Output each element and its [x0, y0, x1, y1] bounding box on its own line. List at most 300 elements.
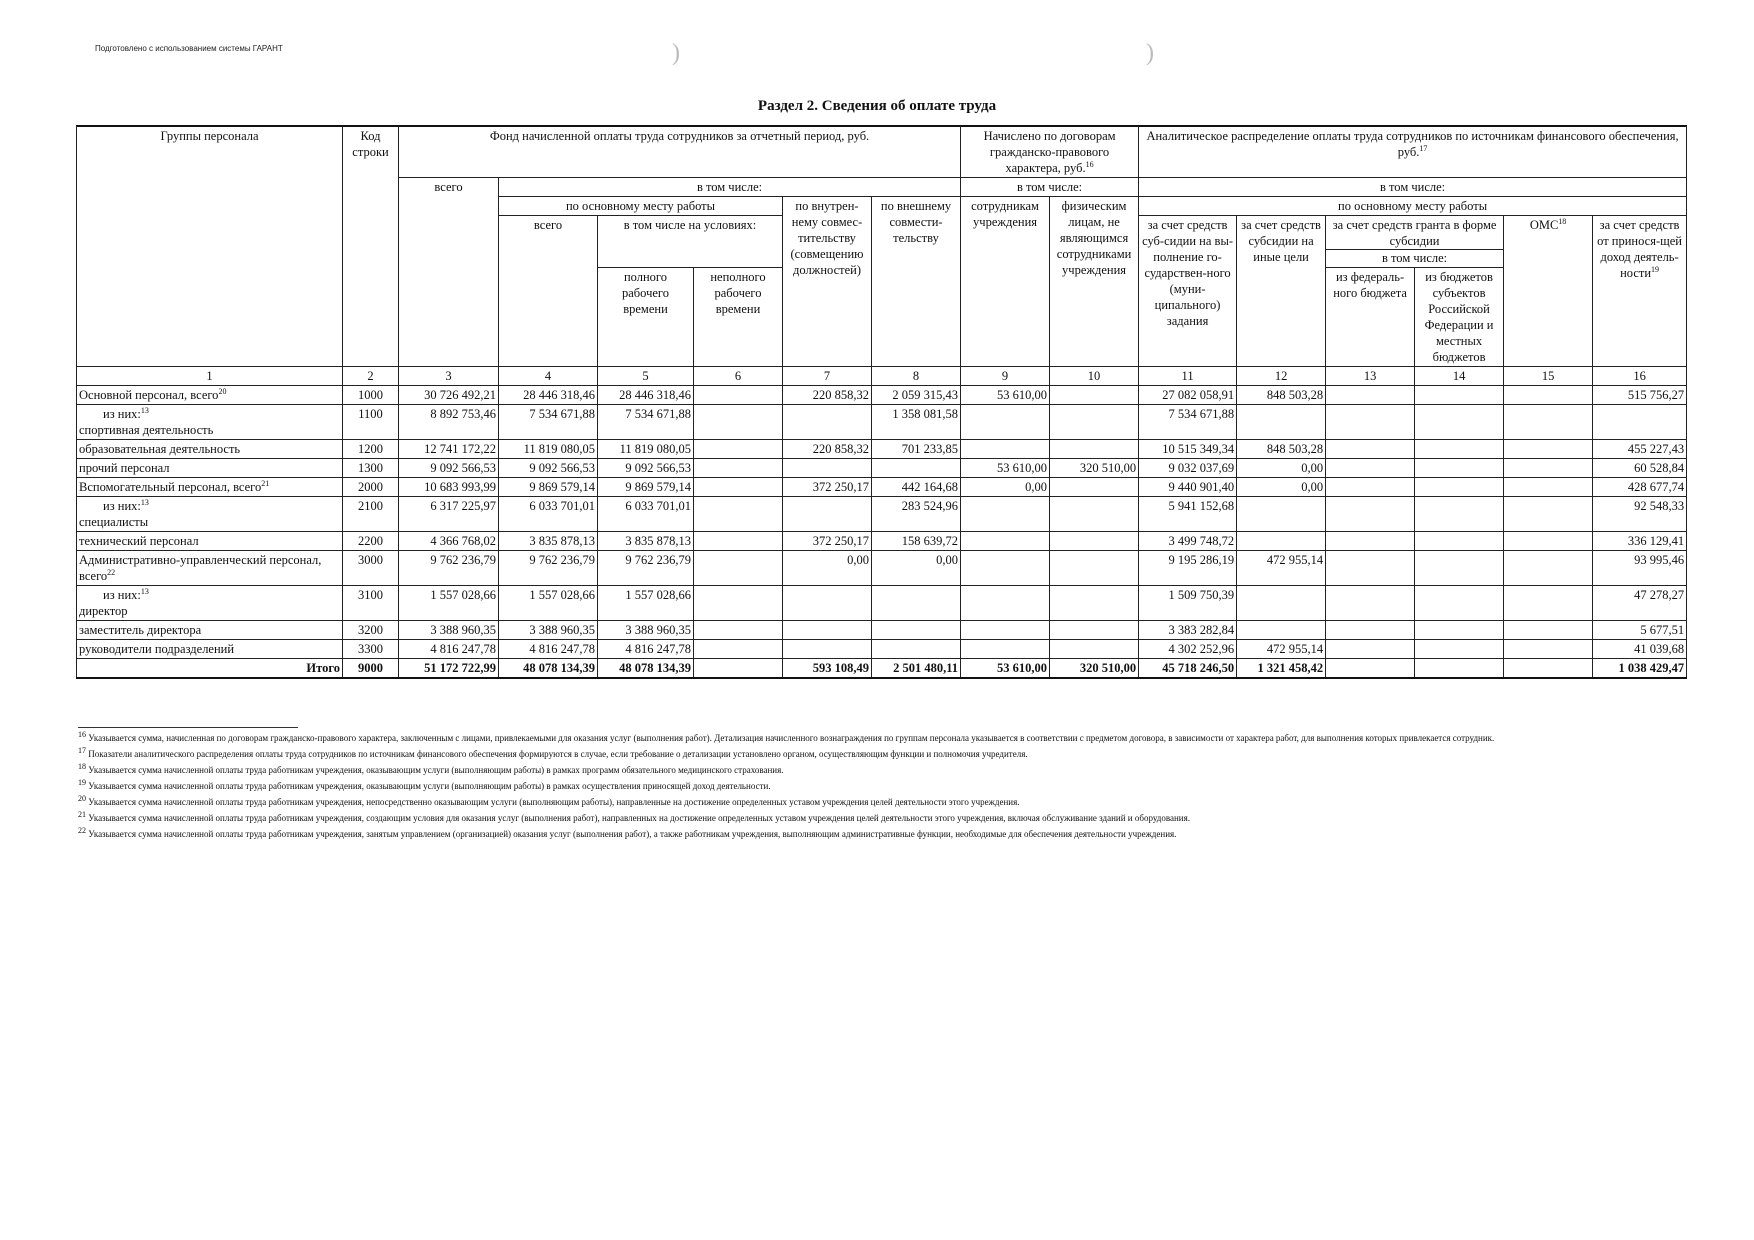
column-number: 16 — [1593, 367, 1687, 386]
cell-value: 27 082 058,91 — [1139, 386, 1237, 405]
total-value — [1415, 659, 1504, 679]
cell-value — [1415, 478, 1504, 497]
cell-value: 472 955,14 — [1237, 640, 1326, 659]
row-label — [77, 405, 343, 440]
footnote-number: 20 — [78, 794, 86, 803]
footnote-ref: 20 — [218, 386, 227, 396]
cell-value: 10 683 993,99 — [399, 478, 499, 497]
cell-value: 220 858,32 — [783, 386, 872, 405]
column-number: 2 — [343, 367, 399, 386]
row-label-text: заместитель директора — [79, 623, 202, 637]
cell-value: 5 941 152,68 — [1139, 497, 1237, 532]
table-row — [77, 478, 1687, 497]
cell-value — [1504, 551, 1593, 586]
row-label-text: директор — [79, 604, 128, 618]
header-part-time: неполного рабочего времени — [694, 268, 783, 367]
cell-value: 28 446 318,46 — [598, 386, 694, 405]
cell-value — [872, 621, 961, 640]
cell-value — [961, 551, 1050, 586]
footnote — [78, 762, 1658, 778]
cell-value: 60 528,84 — [1593, 459, 1687, 478]
cell-value: 1 557 028,66 — [499, 586, 598, 621]
cell-value — [1326, 459, 1415, 478]
header-grant-text: за счет средств гранта в форме субсидии — [1332, 218, 1497, 248]
row-code: 1000 — [343, 386, 399, 405]
cell-value: 4 366 768,02 — [399, 532, 499, 551]
row-code: 2200 — [343, 532, 399, 551]
cell-value: 455 227,43 — [1593, 440, 1687, 459]
table-header — [77, 126, 1687, 386]
cell-value: 9 440 901,40 — [1139, 478, 1237, 497]
footnote — [78, 778, 1658, 794]
cell-value — [1050, 586, 1139, 621]
header-incl-conditions: в том числе на условиях: — [598, 216, 783, 268]
header-incl: в том числе: — [1139, 178, 1687, 197]
cell-value — [1237, 621, 1326, 640]
table-row — [77, 440, 1687, 459]
cell-value — [1326, 640, 1415, 659]
footnote-number: 22 — [78, 826, 86, 835]
cell-value — [1237, 586, 1326, 621]
row-code: 1300 — [343, 459, 399, 478]
table-row — [77, 586, 1687, 621]
cell-value — [1415, 386, 1504, 405]
row-label — [77, 459, 343, 478]
cell-value: 9 762 236,79 — [399, 551, 499, 586]
footnote-list — [78, 730, 1658, 842]
cell-value: 9 032 037,69 — [1139, 459, 1237, 478]
cell-value: 7 534 671,88 — [1139, 405, 1237, 440]
cell-value — [1050, 440, 1139, 459]
table-row — [77, 405, 1687, 440]
header-income — [1593, 216, 1687, 367]
column-number: 10 — [1050, 367, 1139, 386]
cell-value — [694, 440, 783, 459]
cell-value: 9 869 579,14 — [499, 478, 598, 497]
cell-value — [872, 459, 961, 478]
cell-value: 320 510,00 — [1050, 459, 1139, 478]
row-label-text: Вспомогательный персонал, всего — [79, 480, 262, 494]
cell-value: 53 610,00 — [961, 459, 1050, 478]
cell-value — [694, 532, 783, 551]
header-regional: из бюджетов субъектов Российской Федерации и местных бюджетов — [1415, 268, 1504, 367]
header-oms — [1504, 216, 1593, 367]
cell-value — [1504, 497, 1593, 532]
cell-value: 9 092 566,53 — [399, 459, 499, 478]
cell-value — [1326, 621, 1415, 640]
cell-value: 11 819 080,05 — [598, 440, 694, 459]
column-numbers-row — [77, 367, 1687, 386]
column-number: 3 — [399, 367, 499, 386]
footnote-text: Указывается сумма начисленной оплаты труда работникам учреждения, оказывающим услуги (выполняющим работы) в рамках программ обязательного медицинского страхования. — [88, 765, 784, 775]
cell-value: 9 092 566,53 — [598, 459, 694, 478]
cell-value: 3 835 878,13 — [499, 532, 598, 551]
cell-value — [1237, 532, 1326, 551]
cell-value: 1 509 750,39 — [1139, 586, 1237, 621]
cell-value: 0,00 — [872, 551, 961, 586]
row-label — [77, 621, 343, 640]
cell-value — [961, 621, 1050, 640]
column-number: 8 — [872, 367, 961, 386]
cell-value — [1415, 621, 1504, 640]
header-code: Код строки — [343, 126, 399, 367]
footnote-ref: 13 — [140, 405, 149, 415]
cell-value — [1050, 405, 1139, 440]
row-label-text: образовательная деятельность — [79, 442, 241, 456]
cell-value — [1326, 386, 1415, 405]
footnote-number: 17 — [78, 746, 86, 755]
cell-value: 3 388 960,35 — [598, 621, 694, 640]
total-value: 48 078 134,39 — [598, 659, 694, 679]
footnote-ref: 21 — [261, 478, 270, 488]
header-other-goals: за счет средств субсидии на иные цели — [1237, 216, 1326, 367]
cell-value: 10 515 349,34 — [1139, 440, 1237, 459]
cell-value — [961, 497, 1050, 532]
total-value — [1504, 659, 1593, 679]
cell-value: 220 858,32 — [783, 440, 872, 459]
total-value: 45 718 246,50 — [1139, 659, 1237, 679]
cell-value: 3 383 282,84 — [1139, 621, 1237, 640]
footnote-text: Указывается сумма начисленной оплаты труда работникам учреждения, создающим условия для оказания услуг (выполнения работ), направленных на достижение определенных уставом учреждения целей деятельности этого учреждения, включая обслуживание зданий и оборудования. — [88, 813, 1190, 823]
cell-value — [783, 621, 872, 640]
cell-value — [1326, 405, 1415, 440]
header-oms-text: ОМС — [1529, 218, 1559, 232]
cell-value: 472 955,14 — [1237, 551, 1326, 586]
cell-value — [1050, 478, 1139, 497]
cell-value: 0,00 — [1237, 459, 1326, 478]
total-value: 593 108,49 — [783, 659, 872, 679]
row-label-text: спортивная деятельность — [79, 423, 214, 437]
row-label — [77, 440, 343, 459]
cell-value — [783, 640, 872, 659]
row-prefix: из них:$^{13}$ — [103, 405, 149, 421]
header-main-place: по основному месту работы — [499, 197, 783, 216]
footnote-ref: 19 — [1651, 264, 1660, 274]
column-number: 15 — [1504, 367, 1593, 386]
cell-value: 53 610,00 — [961, 386, 1050, 405]
cell-value — [1237, 497, 1326, 532]
cell-value — [1504, 459, 1593, 478]
footnote-number: 16 — [78, 730, 86, 739]
total-value — [694, 659, 783, 679]
cell-value — [961, 640, 1050, 659]
cell-value: 5 677,51 — [1593, 621, 1687, 640]
row-code: 2100 — [343, 497, 399, 532]
column-number: 7 — [783, 367, 872, 386]
footnote-number: 21 — [78, 810, 86, 819]
cell-value — [1326, 586, 1415, 621]
cell-value — [1050, 640, 1139, 659]
table-row — [77, 532, 1687, 551]
cell-value: 9 762 236,79 — [499, 551, 598, 586]
total-value: 51 172 722,99 — [399, 659, 499, 679]
cell-value — [694, 640, 783, 659]
table-row — [77, 459, 1687, 478]
row-label — [77, 478, 343, 497]
header-civil-text: Начислено по договорам гражданско-правового характера, руб. — [983, 129, 1116, 175]
table-body — [77, 386, 1687, 659]
row-label — [77, 386, 343, 405]
row-label — [77, 586, 343, 621]
row-label-text: руководители подразделений — [79, 642, 235, 656]
column-number: 6 — [694, 367, 783, 386]
header-main-place-analytic: по основному месту работы — [1139, 197, 1687, 216]
cell-value — [1326, 551, 1415, 586]
cell-value — [1326, 478, 1415, 497]
cell-value: 701 233,85 — [872, 440, 961, 459]
cell-value: 9 195 286,19 — [1139, 551, 1237, 586]
cell-value: 11 819 080,05 — [499, 440, 598, 459]
table-row — [77, 551, 1687, 586]
total-value: 2 501 480,11 — [872, 659, 961, 679]
column-number: 13 — [1326, 367, 1415, 386]
cell-value: 9 762 236,79 — [598, 551, 694, 586]
footnote-number: 18 — [78, 762, 86, 771]
header-external: по внешнему совмести-тельству — [872, 197, 961, 367]
table-row — [77, 497, 1687, 532]
cell-value — [694, 497, 783, 532]
header-grant — [1326, 216, 1504, 268]
footnote-ref: 13 — [140, 497, 149, 507]
cell-value: 4 816 247,78 — [499, 640, 598, 659]
cell-value: 6 317 225,97 — [399, 497, 499, 532]
header-income-text: за счет средств от принося-щей доход деятель-ности — [1597, 218, 1682, 280]
cell-value: 4 816 247,78 — [598, 640, 694, 659]
cell-value — [1326, 497, 1415, 532]
row-code: 2000 — [343, 478, 399, 497]
footnote-ref: 17 — [1419, 143, 1428, 153]
row-label-text: технический персонал — [79, 534, 199, 548]
row-code: 3000 — [343, 551, 399, 586]
cell-value: 4 302 252,96 — [1139, 640, 1237, 659]
table-row — [77, 640, 1687, 659]
column-number: 12 — [1237, 367, 1326, 386]
cell-value — [1050, 551, 1139, 586]
cell-value — [961, 405, 1050, 440]
cell-value: 428 677,74 — [1593, 478, 1687, 497]
column-number: 11 — [1139, 367, 1237, 386]
cell-value: 8 892 753,46 — [399, 405, 499, 440]
cell-value: 7 534 671,88 — [499, 405, 598, 440]
row-code: 3200 — [343, 621, 399, 640]
cell-value — [1415, 551, 1504, 586]
row-code: 9000 — [343, 659, 399, 679]
total-value: 320 510,00 — [1050, 659, 1139, 679]
cell-value: 6 033 701,01 — [598, 497, 694, 532]
cell-value: 3 388 960,35 — [399, 621, 499, 640]
column-number: 14 — [1415, 367, 1504, 386]
header-full-time: полного рабочего времени — [598, 268, 694, 367]
cell-value: 0,00 — [961, 478, 1050, 497]
cell-value — [694, 586, 783, 621]
cell-value: 6 033 701,01 — [499, 497, 598, 532]
row-label — [77, 551, 343, 586]
row-label-text: специалисты — [79, 515, 149, 529]
footnotes — [78, 727, 1658, 842]
cell-value — [1237, 405, 1326, 440]
header-internal: по внутрен-нему совмес-тительству (совмещению должностей) — [783, 197, 872, 367]
cell-value — [1504, 586, 1593, 621]
header-state-task: за счет средств суб-сидии на вы-полнение го-сударствен-ного (муни-ципального) задания — [1139, 216, 1237, 367]
cell-value: 92 548,33 — [1593, 497, 1687, 532]
cell-value: 4 816 247,78 — [399, 640, 499, 659]
cell-value — [961, 440, 1050, 459]
footnote-divider — [78, 727, 298, 728]
scan-mark: ) — [1146, 40, 1154, 66]
footnote-text: Указывается сумма начисленной оплаты труда работникам учреждения, занятым управлением (организацией) оказания услуг (выполнения работ), а также работникам учреждения, выполняющим административные функции, необходимые для обеспечения деятельности учреждения. — [88, 829, 1177, 839]
cell-value: 3 499 748,72 — [1139, 532, 1237, 551]
cell-value — [694, 459, 783, 478]
cell-value: 848 503,28 — [1237, 440, 1326, 459]
header-main-place-total: всего — [499, 216, 598, 367]
footnote-ref: 16 — [1085, 159, 1094, 169]
cell-value — [961, 586, 1050, 621]
cell-value — [1050, 386, 1139, 405]
cell-value — [1326, 440, 1415, 459]
cell-value — [1050, 532, 1139, 551]
cell-value — [1504, 386, 1593, 405]
cell-value: 41 039,68 — [1593, 640, 1687, 659]
header-employees: сотрудникам учреждения — [961, 197, 1050, 367]
cell-value — [1504, 478, 1593, 497]
footnote-ref: 18 — [1558, 216, 1567, 226]
header-fund: Фонд начисленной оплаты труда сотрудников за отчетный период, руб. — [399, 126, 961, 178]
header-grant-incl: в том числе: — [1326, 249, 1503, 266]
cell-value — [1593, 405, 1687, 440]
cell-value — [872, 586, 961, 621]
header-groups: Группы персонала — [77, 126, 343, 367]
cell-value: 848 503,28 — [1237, 386, 1326, 405]
column-number: 9 — [961, 367, 1050, 386]
footnote-number: 19 — [78, 778, 86, 787]
cell-value — [694, 405, 783, 440]
cell-value: 2 059 315,43 — [872, 386, 961, 405]
header-individuals: физическим лицам, не являющимся сотрудниками учреждения — [1050, 197, 1139, 367]
header-analytic — [1139, 126, 1687, 178]
row-code: 1200 — [343, 440, 399, 459]
header-analytic-text: Аналитическое распределение оплаты труда сотрудников по источникам финансового обеспечения, руб. — [1146, 129, 1679, 159]
total-value: 1 038 429,47 — [1593, 659, 1687, 679]
cell-value — [694, 551, 783, 586]
cell-value — [783, 497, 872, 532]
row-label — [77, 640, 343, 659]
column-number: 1 — [77, 367, 343, 386]
cell-value — [961, 532, 1050, 551]
row-label — [77, 497, 343, 532]
cell-value: 9 092 566,53 — [499, 459, 598, 478]
footnote-text: Указывается сумма, начисленная по договорам гражданско-правового характера, заключенным с лицами, привлекаемыми для оказания услуг (выполнения работ). Детализация начисленного вознаграждения по группам персонала указывается в соответствии с предметом договора, в зависимости от характера работ, для выполнения которых привлекается сотрудник. — [88, 733, 1495, 743]
footnote — [78, 826, 1658, 842]
cell-value — [694, 478, 783, 497]
row-label — [77, 532, 343, 551]
cell-value — [1415, 405, 1504, 440]
table-row — [77, 386, 1687, 405]
footnote — [78, 746, 1658, 762]
footnote-ref: 13 — [140, 586, 149, 596]
cell-value: 0,00 — [783, 551, 872, 586]
cell-value — [1504, 405, 1593, 440]
header-civil — [961, 126, 1139, 178]
cell-value — [1326, 532, 1415, 551]
cell-value — [783, 586, 872, 621]
cell-value — [783, 405, 872, 440]
cell-value — [872, 640, 961, 659]
cell-value — [1504, 532, 1593, 551]
cell-value: 336 129,41 — [1593, 532, 1687, 551]
cell-value: 93 995,46 — [1593, 551, 1687, 586]
scan-mark: ) — [672, 40, 680, 66]
payroll-table — [76, 125, 1687, 679]
cell-value — [694, 621, 783, 640]
cell-value: 1 557 028,66 — [598, 586, 694, 621]
cell-value: 12 741 172,22 — [399, 440, 499, 459]
row-code: 3100 — [343, 586, 399, 621]
cell-value: 515 756,27 — [1593, 386, 1687, 405]
row-prefix: из них:$^{13}$ — [103, 497, 149, 513]
row-code: 3300 — [343, 640, 399, 659]
cell-value — [1504, 440, 1593, 459]
cell-value: 9 869 579,14 — [598, 478, 694, 497]
header-incl: в том числе: — [499, 178, 961, 197]
cell-value — [1504, 621, 1593, 640]
cell-value: 3 388 960,35 — [499, 621, 598, 640]
header-incl: в том числе: — [961, 178, 1139, 197]
total-value — [1326, 659, 1415, 679]
total-value: 48 078 134,39 — [499, 659, 598, 679]
cell-value: 47 278,27 — [1593, 586, 1687, 621]
footnote-text: Показатели аналитического распределения оплаты труда сотрудников по источникам финансового обеспечения формируются в случае, если требование о детализации установлено органом, осуществляющим функции и полномочия учредителя. — [88, 749, 1028, 759]
header-total: всего — [399, 178, 499, 367]
cell-value — [783, 459, 872, 478]
cell-value — [1050, 497, 1139, 532]
footnote-text: Указывается сумма начисленной оплаты труда работникам учреждения, непосредственно оказывающим услуги (выполняющим работы), направленные на достижение определенных уставом учреждения целей деятельности этого учреждения. — [88, 797, 1020, 807]
table-row — [77, 621, 1687, 640]
cell-value: 0,00 — [1237, 478, 1326, 497]
cell-value — [1415, 640, 1504, 659]
cell-value: 1 358 081,58 — [872, 405, 961, 440]
cell-value — [1050, 621, 1139, 640]
footnote — [78, 810, 1658, 826]
cell-value — [1415, 497, 1504, 532]
cell-value: 442 164,68 — [872, 478, 961, 497]
total-value: 53 610,00 — [961, 659, 1050, 679]
cell-value — [1415, 440, 1504, 459]
column-number: 4 — [499, 367, 598, 386]
footnote-text: Указывается сумма начисленной оплаты труда работникам учреждения, оказывающим услуги (выполняющим работы) в рамках осуществления приносящей доход деятельности. — [88, 781, 771, 791]
cell-value: 3 835 878,13 — [598, 532, 694, 551]
total-label: Итого — [77, 659, 343, 679]
footnote — [78, 794, 1658, 810]
cell-value: 158 639,72 — [872, 532, 961, 551]
row-label-text: Основной персонал, всего — [79, 388, 219, 402]
footnote — [78, 730, 1658, 746]
section-title: Раздел 2. Сведения об оплате труда — [757, 98, 997, 114]
header-federal: из федераль-ного бюджета — [1326, 268, 1415, 367]
cell-value: 1 557 028,66 — [399, 586, 499, 621]
cell-value — [1415, 459, 1504, 478]
row-label-text: Административно-управленческий персонал, всего — [79, 553, 322, 583]
cell-value: 283 524,96 — [872, 497, 961, 532]
cell-value — [1415, 532, 1504, 551]
cell-value — [1504, 640, 1593, 659]
cell-value: 7 534 671,88 — [598, 405, 694, 440]
total-value: 1 321 458,42 — [1237, 659, 1326, 679]
column-number: 5 — [598, 367, 694, 386]
cell-value — [1415, 586, 1504, 621]
cell-value: 30 726 492,21 — [399, 386, 499, 405]
cell-value: 372 250,17 — [783, 478, 872, 497]
row-prefix: из них:$^{13}$ — [103, 586, 149, 602]
